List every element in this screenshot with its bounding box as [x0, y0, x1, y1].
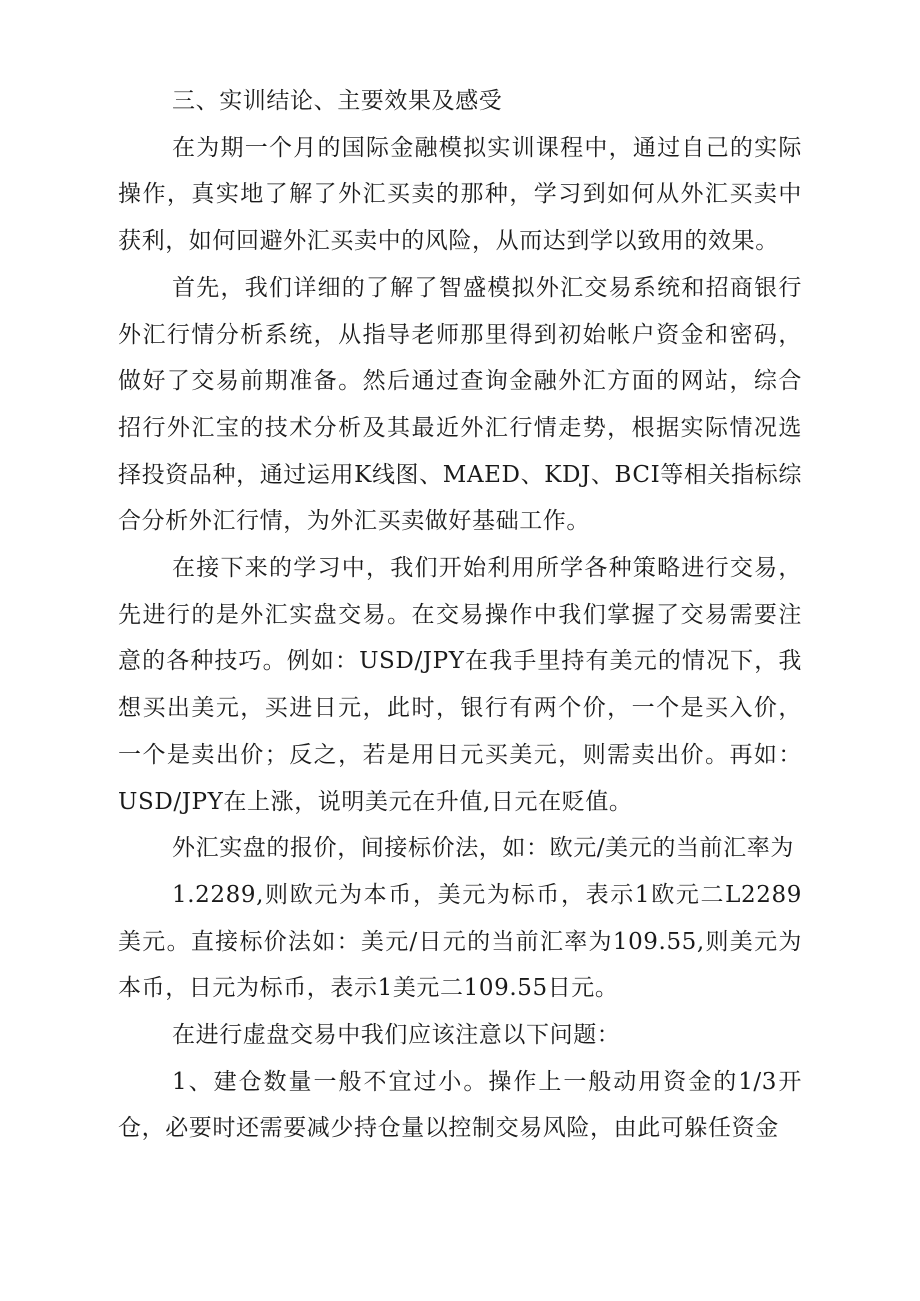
paragraph-intro: 在为期一个月的国际金融模拟实训课程中，通过自己的实际操作，真实地了解了外汇买卖的那种，学习到如何从外汇买卖中获利，如何回避外汇买卖中的风险，从而达到学以致用的效果。 [118, 134, 802, 255]
section-heading: 三、实训结论、主要效果及感受 [172, 88, 503, 114]
paragraph-virtual-trading: 在进行虚盘交易中我们应该注意以下问题： [172, 1022, 621, 1049]
paragraph-quote-example: 1.2289,则欧元为本币，美元为标币，表示1欧元二L2289美元。直接标价法如：美元/日元的当前汇率为109.55,则美元为本币，日元为标币，表示1美元二109.55日元。 [118, 881, 802, 1002]
paragraph-indirect-quote: 外汇实盘的报价，间接标价法，如：欧元/美元的当前汇率为 [172, 835, 794, 862]
paragraph-first-steps: 首先，我们详细的了解了智盛模拟外汇交易系统和招商银行外汇行情分析系统，从指导老师那里得到初始帐户资金和密码，做好了交易前期准备。然后通过查询金融外汇方面的网站，综合招行外汇宝的技术分析及其最近外汇行情走势，根据实际情况选择投资品种，通过运用K线图、MAED、KDJ、BCI等相关指标综合分析外汇行情，为外汇买卖做好基础工作。 [118, 274, 802, 535]
paragraph-real-trading: 在接下来的学习中，我们开始利用所学各种策略进行交易，先进行的是外汇实盘交易。在交易操作中我们掌握了交易需要注意的各种技巧。例如：USD/JPY在我手里持有美元的情况下，我想买出美元，买进日元，此时，银行有两个价，一个是买入价，一个是卖出价；反之，若是用日元买美元，则需卖出价。再如：USD/JPY在上涨，说明美元在升值,日元在贬值。 [118, 555, 802, 815]
document-body [118, 78, 802, 1152]
paragraph-point-one: 1、建仓数量一般不宜过小。操作上一般动用资金的1/3开仓，必要时还需要减少持仓量以控制交易风险，由此可躲任资金 [118, 1068, 802, 1142]
